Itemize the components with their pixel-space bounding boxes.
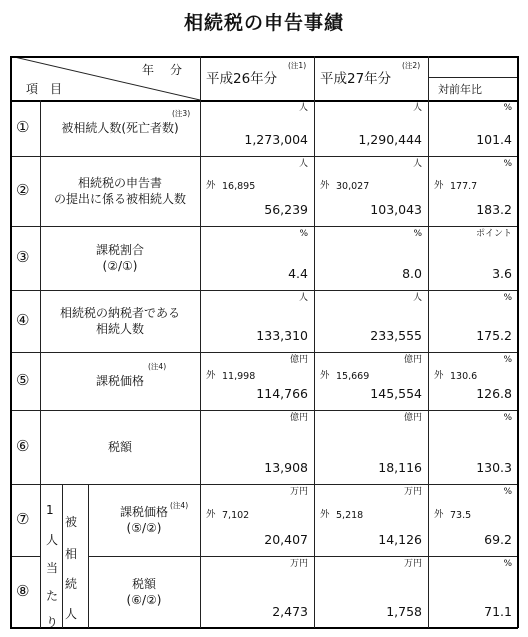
unit-h26: 万円: [289, 559, 308, 569]
row-number: ①: [16, 118, 30, 136]
unit-ratio: %: [503, 103, 512, 113]
value-ratio: 101.4: [476, 132, 512, 147]
gai-value-h27: 15,669: [336, 371, 370, 382]
row-label-sub: (⑤/②): [126, 521, 162, 535]
unit-h27: 人: [412, 159, 422, 169]
unit-h26: %: [299, 229, 308, 239]
unit-h26: 億円: [289, 413, 308, 423]
value-h26: 4.4: [288, 266, 308, 281]
unit-h26: 億円: [289, 355, 308, 365]
row-note: (注4): [170, 501, 189, 510]
unit-h26: 人: [298, 103, 308, 113]
vertical-char-left: 人: [46, 533, 59, 547]
gai-value-h26: 16,895: [222, 181, 256, 192]
value-h26: 1,273,004: [244, 132, 308, 147]
header-nen: 年: [142, 63, 155, 77]
grid-hline: [88, 556, 518, 557]
unit-h26: 人: [298, 159, 308, 169]
header-note2: (注2): [402, 61, 421, 70]
unit-h27: 万円: [403, 559, 422, 569]
value-ratio: 71.1: [484, 604, 512, 619]
value-ratio: 130.3: [476, 460, 512, 475]
vertical-char-right: 相: [65, 547, 78, 561]
grid-vline: [88, 484, 89, 628]
unit-h27: 億円: [403, 413, 422, 423]
grid-hline: [10, 556, 40, 557]
unit-ratio: %: [503, 487, 512, 497]
row-number: ②: [16, 181, 30, 199]
gai-mark-h27: 外: [320, 509, 330, 520]
row-label-sub: の提出に係る被相続人数: [53, 192, 186, 206]
unit-h26: 人: [298, 293, 308, 303]
value-h26: 56,239: [264, 202, 308, 217]
unit-ratio: %: [503, 355, 512, 365]
grid-hline: [10, 100, 518, 102]
row-number: ⑥: [16, 437, 30, 455]
value-ratio: 183.2: [476, 202, 512, 217]
row-note: (注4): [148, 362, 167, 371]
unit-h27: %: [413, 229, 422, 239]
unit-ratio: %: [503, 559, 512, 569]
grid-hline: [10, 352, 518, 353]
header-bun: 分: [170, 63, 183, 77]
grid-vline: [200, 56, 201, 628]
gai-mark-ratio: 外: [434, 509, 444, 520]
value-h27: 1,290,444: [358, 132, 422, 147]
value-h27: 1,758: [386, 604, 422, 619]
row-number: ⑤: [16, 371, 30, 389]
grid-hline: [10, 56, 518, 58]
vertical-char-right: 続: [65, 577, 78, 591]
row-label: 税額: [131, 577, 156, 591]
unit-h27: 人: [412, 293, 422, 303]
value-h26: 20,407: [264, 532, 308, 547]
row-number: ③: [16, 248, 30, 266]
row-number: ⑧: [16, 582, 30, 600]
row-number: ④: [16, 311, 30, 329]
grid-vline: [62, 484, 63, 628]
unit-ratio: %: [503, 413, 512, 423]
gai-value-ratio: 177.7: [450, 181, 478, 192]
gai-value-h27: 5,218: [336, 510, 364, 521]
grid-hline: [428, 77, 518, 78]
vertical-char-left: た: [46, 589, 59, 603]
gai-mark-h26: 外: [206, 370, 216, 381]
grid-hline: [10, 484, 518, 485]
gai-mark-h27: 外: [320, 370, 330, 381]
page-title: 相続税の申告事績: [183, 12, 344, 34]
header-diagonal: [10, 56, 200, 100]
header-note1: (注1): [288, 61, 307, 70]
vertical-char-left: り: [46, 615, 59, 629]
header-moku: 目: [50, 82, 63, 96]
value-h26: 13,908: [264, 460, 308, 475]
gai-mark-h26: 外: [206, 509, 216, 520]
header-ratio: 対前年比: [438, 83, 482, 96]
unit-ratio: %: [503, 159, 512, 169]
grid-hline: [10, 627, 518, 629]
gai-mark-ratio: 外: [434, 370, 444, 381]
grid-hline: [10, 410, 518, 411]
row-label: 税額: [107, 440, 132, 454]
unit-h26: 万円: [289, 487, 308, 497]
value-ratio: 69.2: [484, 532, 512, 547]
row-label-sub: 相続人数: [95, 322, 144, 336]
vertical-char-right: 人: [65, 607, 78, 621]
value-ratio: 175.2: [476, 328, 512, 343]
gai-mark-h26: 外: [206, 180, 216, 191]
row-label: 課税割合: [95, 243, 144, 257]
grid-hline: [10, 156, 518, 157]
value-h26: 2,473: [272, 604, 308, 619]
unit-h27: 万円: [403, 487, 422, 497]
value-h27: 233,555: [370, 328, 422, 343]
value-ratio: 3.6: [492, 266, 512, 281]
row-label: 課税価格: [95, 374, 144, 388]
grid-vline: [314, 56, 315, 628]
row-note: (注3): [172, 109, 191, 118]
unit-ratio: ポイント: [475, 229, 512, 239]
value-h26: 133,310: [256, 328, 308, 343]
row-number: ⑦: [16, 510, 30, 528]
report-table: [10, 56, 518, 628]
grid-vline: [517, 56, 519, 628]
header-kou: 項: [26, 82, 39, 96]
gai-value-h26: 11,998: [222, 371, 256, 382]
value-h27: 14,126: [378, 532, 422, 547]
gai-value-ratio: 130.6: [450, 371, 478, 382]
row-label: 相続税の申告書: [77, 176, 162, 190]
value-h27: 18,116: [378, 460, 422, 475]
vertical-char-left: 当: [46, 561, 59, 575]
grid-hline: [10, 290, 518, 291]
value-h27: 145,554: [370, 386, 422, 401]
gai-mark-ratio: 外: [434, 180, 444, 191]
row-label-sub: (⑥/②): [126, 593, 162, 607]
value-h27: 8.0: [402, 266, 422, 281]
row-label: 相続税の納税者である: [59, 306, 180, 320]
header-h26: 平成26年分: [206, 71, 278, 87]
vertical-char-left: 1: [46, 503, 54, 517]
unit-h27: 億円: [403, 355, 422, 365]
unit-h27: 人: [412, 103, 422, 113]
vertical-char-right: 被: [65, 515, 78, 529]
unit-ratio: %: [503, 293, 512, 303]
grid-vline: [40, 100, 41, 628]
grid-hline: [10, 226, 518, 227]
row-label-sub: (②/①): [102, 259, 138, 273]
gai-value-ratio: 73.5: [450, 510, 472, 521]
row-label: 被相続人数(死亡者数): [61, 121, 179, 135]
gai-mark-h27: 外: [320, 180, 330, 191]
row-label: 課税価格: [119, 505, 168, 519]
header-h27: 平成27年分: [320, 71, 392, 87]
gai-value-h26: 7,102: [222, 510, 250, 521]
value-h26: 114,766: [256, 386, 308, 401]
grid-vline: [10, 56, 12, 628]
value-ratio: 126.8: [476, 386, 512, 401]
value-h27: 103,043: [370, 202, 422, 217]
gai-value-h27: 30,027: [336, 181, 370, 192]
grid-vline: [428, 56, 429, 628]
